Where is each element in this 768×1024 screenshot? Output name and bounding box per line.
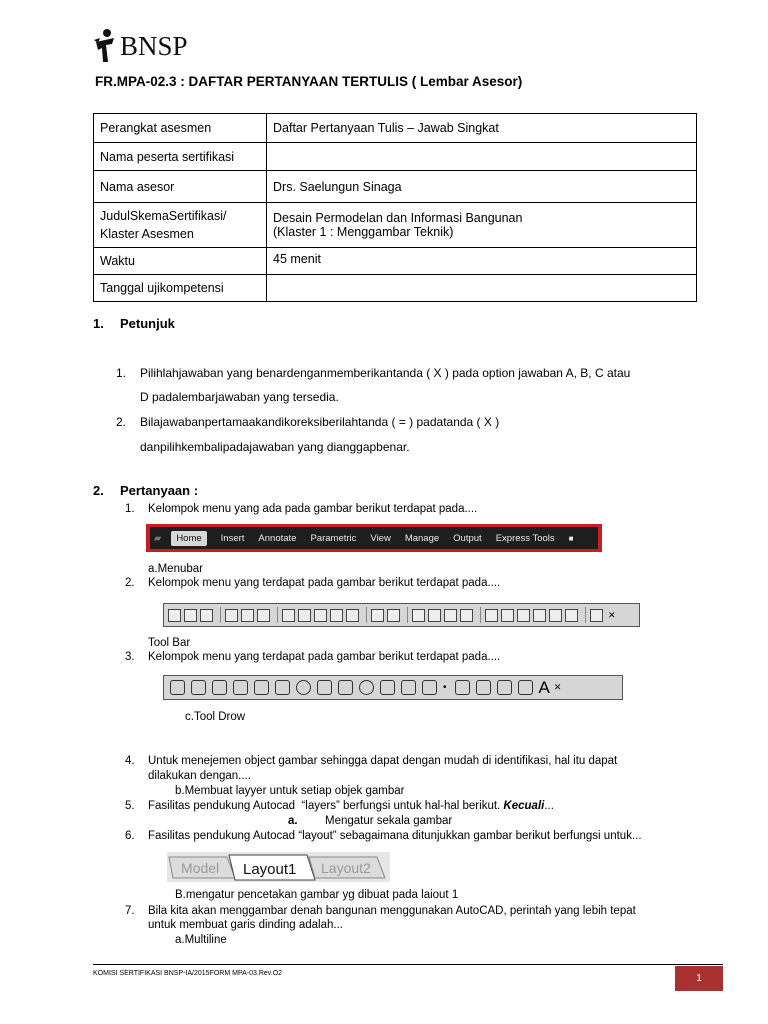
question-number: 1. — [125, 503, 135, 515]
table-row — [94, 114, 697, 143]
markup-icon — [549, 609, 562, 622]
point-icon: • — [443, 682, 447, 693]
sheet-set-icon — [533, 609, 546, 622]
menu-item: Manage — [404, 532, 440, 544]
row-label: Perangkat asesmen — [94, 114, 267, 143]
section2-number: 2. — [93, 483, 104, 498]
instruction-line: Bilajawabanpertamaakandikoreksiberilahtanda ( = ) padatanda ( X ) — [140, 415, 500, 429]
info-table — [93, 113, 697, 302]
row-label: Waktu — [94, 248, 267, 275]
question-text: Kelompok menu yang terdapat pada gambar berikut terdapat pada.... — [148, 651, 501, 663]
save-icon — [200, 609, 213, 622]
match-properties-icon — [330, 609, 343, 622]
question-number: 2. — [125, 577, 135, 589]
revision-cloud-icon — [317, 680, 332, 695]
separator — [366, 607, 367, 623]
multiline-text-icon: A — [538, 677, 550, 697]
question-number: 6. — [125, 830, 135, 842]
menu-item: Home — [171, 531, 206, 546]
row-value: 45 menit — [267, 248, 697, 275]
zoom-previous-icon — [460, 609, 473, 622]
ribbon-toggle-icon: ■ — [568, 533, 574, 543]
gradient-icon — [476, 680, 491, 695]
spline-icon — [338, 680, 353, 695]
separator — [220, 607, 221, 623]
insert-block-icon — [401, 680, 416, 695]
question-text: Kelompok menu yang ada pada gambar berikut terdapat pada.... — [148, 503, 478, 515]
table-row — [94, 171, 697, 203]
row-value — [267, 143, 697, 171]
answer-text: b.Membuat layyer untuk setiap objek gambar — [175, 785, 405, 797]
zoom-window-icon — [444, 609, 457, 622]
tool-palettes-icon — [517, 609, 530, 622]
app-menu-icon: ▰ — [154, 532, 162, 544]
answer-letter: a. — [288, 815, 298, 827]
make-block-icon — [422, 680, 437, 695]
redo-icon — [387, 609, 400, 622]
table-row — [94, 248, 697, 275]
bnsp-emblem-icon — [92, 28, 118, 64]
row-value: Daftar Pertanyaan Tulis – Jawab Singkat — [267, 114, 697, 143]
menu-item: Insert — [220, 532, 245, 544]
ellipse-arc-icon — [380, 680, 395, 695]
instruction-line: D padalembarjawaban yang tersedia. — [140, 390, 339, 404]
close-icon: ✕ — [553, 682, 562, 692]
row-label: Nama peserta sertifikasi — [94, 143, 267, 171]
row-label-line1: JudulSkemaSertifikasi/ — [100, 209, 227, 223]
tab-layout1-label: Layout1 — [243, 861, 297, 878]
menubar-strip — [150, 527, 598, 549]
ellipse-icon — [359, 680, 374, 695]
question-text: Untuk menejemen object gambar sehingga dapat dengan mudah di identifikasi, hal itu dapat — [148, 755, 618, 767]
paste-icon — [314, 609, 327, 622]
block-editor-icon — [346, 609, 359, 622]
question-number: 7. — [125, 905, 135, 917]
answer-text: a.Multiline — [175, 934, 227, 946]
question-text-line2: dilakukan dengan.... — [148, 770, 251, 782]
row-value — [267, 275, 697, 302]
question-text-tail: ... — [544, 800, 554, 812]
copy-icon — [298, 609, 311, 622]
properties-icon — [485, 609, 498, 622]
polyline-icon — [212, 680, 227, 695]
section2-title: Pertanyaan : — [120, 483, 199, 498]
arc-icon — [275, 680, 290, 695]
circle-icon — [296, 680, 311, 695]
polygon-icon — [233, 680, 248, 695]
question-text: Bila kita akan menggambar denah bangunan menggunakan AutoCAD, perintah yang lebih tepat — [148, 905, 636, 917]
help-icon — [590, 609, 603, 622]
design-center-icon — [501, 609, 514, 622]
question-text: Fasilitas pendukung Autocad “layout” sebagaimana ditunjukkan gambar berikut berfungsi untuk... — [148, 830, 642, 842]
row-value — [267, 203, 697, 248]
tab-layout2-label: Layout2 — [321, 860, 371, 876]
undo-icon — [371, 609, 384, 622]
footer-text: KOMISI SERTIFIKASI BNSP-IA/2015FORM MPA-03.Rev.O2 — [93, 970, 283, 977]
close-icon: ✕ — [608, 609, 616, 620]
instruction-number: 2. — [116, 415, 127, 429]
question-number: 4. — [125, 755, 135, 767]
standard-toolbar-image — [163, 603, 640, 627]
new-file-icon — [168, 609, 181, 622]
form-title: FR.MPA-02.3 : DAFTAR PERTANYAAN TERTULIS ( Lembar Asesor) — [95, 74, 523, 89]
row-label: Nama asesor — [94, 171, 267, 203]
question-text-emphasis: Kecuali — [503, 800, 545, 812]
print-preview-icon — [241, 609, 254, 622]
row-value: Drs. Saelungun Sinaga — [267, 171, 697, 203]
menu-item: Annotate — [258, 532, 297, 544]
table-icon — [518, 680, 533, 695]
instruction-line: Pilihlahjawaban yang benardenganmemberikantanda ( X ) pada option jawaban A, B, C atau — [140, 366, 631, 380]
section1-number: 1. — [93, 316, 104, 331]
row-label — [94, 203, 267, 248]
open-file-icon — [184, 609, 197, 622]
question-text-line2: untuk membuat garis dinding adalah... — [148, 919, 343, 931]
layout-tabs-image — [167, 852, 390, 882]
question-text-main: Fasilitas pendukung Autocad “layers” berfungsi untuk hal-hal berikut. — [148, 800, 504, 812]
instruction-line: danpilihkembalipadajawaban yang dianggapbenar. — [140, 440, 410, 454]
pan-icon — [412, 609, 425, 622]
row-label-line2: Klaster Asesmen — [100, 227, 194, 241]
hatch-icon — [455, 680, 470, 695]
logo-text: BNSP — [120, 30, 188, 61]
answer-text: Mengatur sekala gambar — [325, 815, 453, 827]
bnsp-logo — [92, 26, 188, 66]
answer-text: Tool Bar — [148, 637, 191, 649]
line-icon — [170, 680, 185, 695]
rectangle-icon — [254, 680, 269, 695]
table-row — [94, 275, 697, 302]
section1-title: Petunjuk — [120, 316, 175, 331]
answer-text: a.Menubar — [148, 563, 203, 575]
separator — [277, 607, 278, 623]
question-text: Kelompok menu yang terdapat pada gambar berikut terdapat pada.... — [148, 577, 501, 589]
table-row — [94, 143, 697, 171]
menu-item: Parametric — [310, 532, 357, 544]
menu-item: View — [370, 532, 391, 544]
publish-icon — [257, 609, 270, 622]
footer-divider — [93, 964, 723, 965]
construction-line-icon — [191, 680, 206, 695]
row-value-line2: (Klaster 1 : Menggambar Teknik) — [273, 225, 454, 239]
table-row — [94, 203, 697, 248]
zoom-realtime-icon — [428, 609, 441, 622]
calculator-icon — [565, 609, 578, 622]
question-number: 5. — [125, 800, 135, 812]
row-label: Tanggal ujikompetensi — [94, 275, 267, 302]
menu-item: Express Tools — [495, 532, 555, 544]
instruction-number: 1. — [116, 366, 127, 380]
row-value-line1: Desain Permodelan dan Informasi Bangunan — [273, 211, 523, 225]
separator — [480, 607, 481, 623]
cut-icon — [282, 609, 295, 622]
draw-toolbar-image — [163, 675, 623, 700]
answer-text: c.Tool Drow — [185, 711, 246, 723]
menu-item: Output — [453, 532, 482, 544]
answer-text: B.mengatur pencetakan gambar yg dibuat pada laiout 1 — [175, 889, 459, 901]
print-icon — [225, 609, 238, 622]
separator — [407, 607, 408, 623]
question-number: 3. — [125, 651, 135, 663]
page-number: 1 — [675, 966, 723, 991]
question-text — [148, 800, 554, 812]
separator — [585, 607, 586, 623]
tab-model-label: Model — [181, 860, 220, 876]
region-icon — [497, 680, 512, 695]
menubar-image — [146, 524, 602, 552]
